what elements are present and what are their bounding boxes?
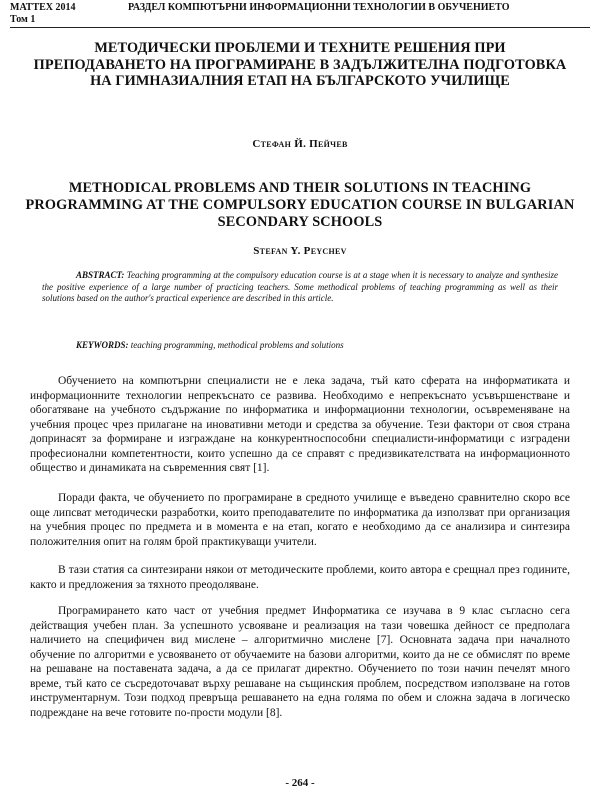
title-bulgarian: МЕТОДИЧЕСКИ ПРОБЛЕМИ И ТЕХНИТЕ РЕШЕНИЯ ПРИ ПРЕПОДАВАНЕТО НА ПРОГРАМИРАНЕ В ЗАДЪЛЖИТЕЛНА ПОДГОТОВКА НА ГИМНАЗИАЛНИЯ ЕТАП НА БЪЛГАРСКОТО УЧИЛИЩЕ	[33, 40, 567, 90]
abstract	[42, 270, 558, 305]
body-paragraph: Обучението на компютърни специалисти не е лека задача, тъй като сферата на информатиката и информационните технологии непрекъснато се развива. Необходимо е непрекъснато усъвършенстване и обогатяване на учебното съдържание по информатика и информационни технологии, осъвременяване на учебния процес чрез прилагане на иновативни методи и средства за обучение. Тези фактори от своя страна допринасят за формиране и изграждане на конкурентноспособни специалисти-информатици с изградени професионални компетентности, които успешно да се справят с предизвикателствата на информационното общество и динамиката на съвременния свят [1].	[30, 375, 570, 474]
abstract-label: ABSTRACT:	[76, 270, 125, 280]
running-header	[10, 2, 590, 28]
title-english: METHODICAL PROBLEMS AND THEIR SOLUTIONS IN TEACHING PROGRAMMING AT THE COMPULSORY EDUCATION COURSE IN BULGARIAN SECONDARY SCHOOLS	[25, 180, 575, 230]
body-paragraph: Поради факта, че обучението по програмиране в средното училище е въведено сравнително скоро все още липсват методически разработки, които преподавателите по информатика да използват при организация на учебния процес по предмета и в момента е на етап, когато е необходимо да се анализира и синтезира положителния опит на голям брой практикуващи учители.	[30, 492, 570, 548]
page-number: - 264 -	[285, 777, 315, 789]
section-title: РАЗДЕЛ КОМПЮТЪРНИ ИНФОРМАЦИОННИ ТЕХНОЛОГИИ В ОБУЧЕНИЕТО	[128, 2, 510, 13]
journal-volume: Том 1	[10, 14, 36, 25]
keywords-text: teaching programming, methodical problems and solutions	[130, 340, 344, 350]
body-paragraph: В тази статия са синтезирани някои от методическите проблеми, които автора е срещнал през годините, както и предложения за тяхното преодоляване.	[30, 564, 570, 591]
header-rule	[10, 27, 590, 28]
keywords-label: KEYWORDS:	[76, 340, 129, 350]
body-paragraph: Програмирането като част от учебния предмет Информатика се изучава в 9 клас съгласно сега действащия учебен план. За успешното усвояване и реализация на тази човешка дейност се предполага наличието на специфичен вид мислене – алгоритмично мислене [7]. Основната задача при началното обучение по алгоритми е усвояването от обучаемите на базови алгоритми, които да не се обмислят по време на решаване на поставената задача, а да се прилагат директно. Обучението по този начин печелят много време, тъй като се съсредоточават върху решаване на същинския проблем, посредством използване на готов инструментарнум. Този подход превръща решаването на една голяма по обем и сложна задача в логическо подреждане на вече готовите по-прости модули [8].	[30, 605, 570, 719]
keywords	[76, 340, 576, 350]
abstract-text: Teaching programming at the compulsory education course is at a stage when it is necessary to analyze and synthesize the positive experience of a large number of practicing teachers. Some methodical problems of teaching programming as well as their solutions based on the author's practical experience are described in this article.	[42, 270, 558, 303]
author-english: Stefan Y. Peychev	[253, 245, 347, 257]
journal-info	[10, 2, 76, 26]
journal-name: МАТТЕХ 2014	[10, 2, 76, 13]
author-bulgarian: Стефан Й. Пейчев	[252, 138, 348, 150]
